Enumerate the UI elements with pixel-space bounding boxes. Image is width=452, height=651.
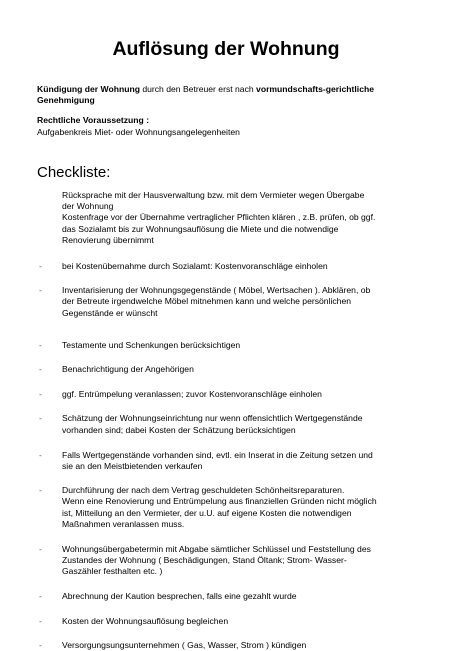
checklist-item-line: Abrechnung der Kaution besprechen, falls eine gezahlt wurde — [62, 590, 297, 601]
legal-heading: Rechtliche Voraussetzung : — [37, 115, 150, 126]
bullet-dash: - — [39, 640, 42, 651]
checklist-item-line: Versorgungsungsunternehmen ( Gas, Wasser, Strom ) kündigen — [62, 640, 307, 651]
checklist-item — [39, 615, 422, 627]
bullet-dash: - — [39, 485, 42, 496]
intro-line-1 — [37, 84, 417, 95]
opening-line: das Sozialamt bis zur Wohnungsauflösung die Miete und die notwendige — [62, 223, 339, 234]
legal-text: Aufgabenkreis Miet- oder Wohnungsangelegenheiten — [37, 126, 240, 137]
checklist-item-line: Maßnahmen veranlassen muss. — [62, 518, 185, 529]
checklist-item-line: Kosten der Wohnungsauflösung begleichen — [62, 615, 229, 626]
checklist-item-line: ist, Mitteilung an den Vermieter, der u.U. auf eigene Kosten die notwendigen — [62, 507, 352, 518]
checklist-item — [39, 640, 422, 651]
bullet-dash: - — [39, 413, 42, 424]
intro-section — [37, 84, 417, 138]
checklist-item-line: Schätzung der Wohnungseinrichtung nur wenn offensichtlich Wertgegenstände — [62, 413, 363, 424]
bullet-dash: - — [39, 285, 42, 296]
bullet-dash: - — [39, 364, 42, 375]
opening-line: Kostenfrage vor der Übernahme vertraglicher Pflichten klären , z.B. prüfen, ob ggf. — [62, 212, 376, 223]
bullet-dash: - — [39, 615, 42, 626]
opening-line: der Wohnung — [62, 201, 114, 212]
checklist-item — [39, 449, 422, 472]
checklist-item-line: sie an den Meistbietenden verkaufen — [62, 461, 203, 472]
checklist-item — [39, 590, 422, 602]
checklist-item — [39, 339, 422, 351]
intro-bold-termination: Kündigung der Wohnung — [37, 84, 140, 94]
checklist-item — [39, 544, 422, 578]
bullet-dash: - — [39, 544, 42, 555]
bullet-dash: - — [39, 590, 42, 601]
checklist-item-line: vorhanden sind; dabei Kosten der Schätzung berücksichtigen — [62, 424, 296, 435]
checklist-item — [39, 413, 422, 435]
checklist-items — [39, 261, 422, 651]
checklist-item-line: Zustandes der Wohnung ( Beschädigungen, Stand Öltank; Strom- Wasser- — [62, 555, 347, 566]
checklist-opening — [62, 190, 422, 246]
checklist-item-line: Testamente und Schenkungen berücksichtigen — [62, 339, 241, 350]
checklist-item — [39, 485, 422, 530]
checklist-body — [39, 190, 422, 651]
checklist-item-line: Wenn eine Renovierung und Entrümpelung aus finanziellen Gründen nicht möglich — [62, 496, 377, 507]
checklist-item — [39, 364, 422, 375]
opening-line: Rücksprache mit der Hausverwaltung bzw. mit dem Vermieter wegen Übergabe — [62, 190, 365, 200]
checklist-item-line: Inventarisierung der Wohnungsgegenstände ( Möbel, Wertsachen ). Abklären, ob — [62, 285, 371, 296]
intro-plain-text: durch den Betreuer erst nach — [139, 84, 257, 94]
checklist-item-line: Gaszähler festhalten etc. ) — [62, 566, 163, 577]
checklist-item-line: ggf. Entrümpelung veranlassen; zuvor Kostenvoranschläge einholen — [62, 389, 322, 400]
intro-line-2 — [37, 95, 417, 106]
bullet-dash: - — [39, 339, 42, 350]
checklist-item-line: Gegenstände er wünscht — [62, 307, 158, 318]
page-title: Auflösung der Wohnung — [112, 38, 340, 60]
checklist-heading: Checkliste: — [37, 164, 111, 181]
intro-bold-court: vormundschafts-gerichtliche — [256, 84, 374, 94]
opening-line: Renovierung übernimmt — [62, 234, 154, 245]
checklist-item-line: Benachrichtigung der Angehörigen — [62, 364, 194, 375]
checklist-item — [39, 285, 422, 319]
bullet-dash: - — [39, 449, 42, 460]
bullet-dash: - — [39, 389, 42, 400]
checklist-item-line: der Betreute irgendwelche Möbel mitnehmen kann und welche persönlichen — [62, 296, 352, 307]
checklist-item-line: Durchführung der nach dem Vertrag geschuldeten Schönheitsreparaturen. — [62, 485, 345, 496]
checklist-item — [39, 261, 422, 272]
checklist-item-line: Falls Wertgegenstände vorhanden sind, evtl. ein Inserat in die Zeitung setzen und — [62, 449, 373, 460]
intro-bold-approval: Genehmigung — [37, 95, 95, 106]
checklist-item-line: bei Kostenübernahme durch Sozialamt: Kostenvoranschläge einholen — [62, 261, 328, 272]
checklist-item-line: Wohnungsübergabetermin mit Abgabe sämtlicher Schlüssel und Feststellung des — [62, 544, 371, 555]
bullet-dash: - — [39, 261, 42, 272]
checklist-item — [39, 389, 422, 400]
